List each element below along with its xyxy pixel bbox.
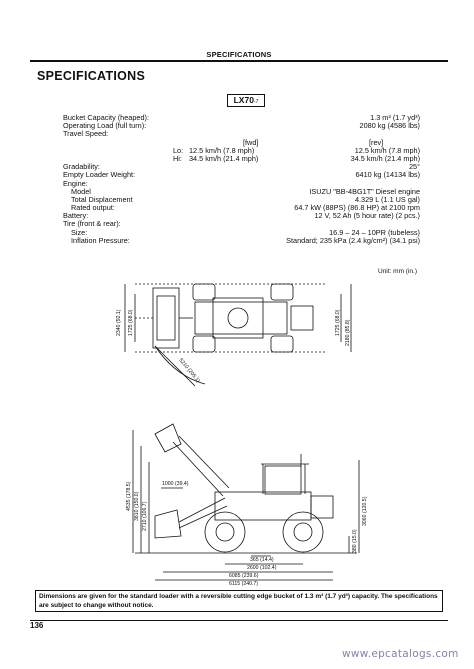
model-name: LX70 bbox=[233, 95, 254, 105]
dim-turning-radius: 5210 (205.1) bbox=[177, 357, 201, 384]
header-rule bbox=[30, 60, 448, 62]
spec-value: 4.329 L (1.1 US gal) bbox=[354, 194, 420, 204]
fwd-header: [fwd] bbox=[243, 137, 259, 147]
spec-label: Rated output: bbox=[71, 203, 115, 213]
hi-rev-value: 34.5 km/h (21.4 mph) bbox=[350, 153, 420, 163]
spec-value: 6410 kg (14134 lbs) bbox=[355, 170, 420, 180]
spec-row-operating-load bbox=[63, 122, 420, 130]
dim-dump-clearance: 2710 (106.7) bbox=[142, 501, 148, 531]
watermark: www.epcatalogs.com bbox=[342, 648, 459, 660]
dim-length-no-bucket: 6085 (239.6) bbox=[229, 573, 259, 579]
dimension-labels bbox=[116, 309, 368, 586]
footer-rule bbox=[30, 620, 448, 621]
dimensions-note: Dimensions are given for the standard loader with a reversible cutting edge bucket of 1.3 m³ (1.7 yd³) capacity. The specifications are subject to change without notice. bbox=[35, 590, 443, 612]
spec-value: 25° bbox=[408, 162, 420, 172]
page-header: SPECIFICATIONS bbox=[206, 50, 272, 59]
hi-label: Hi: bbox=[173, 153, 182, 163]
spec-label: Travel Speed: bbox=[63, 129, 109, 139]
lo-rev-value: 12.5 km/h (7.8 mph) bbox=[354, 145, 420, 155]
lo-fwd-value: 12.5 km/h (7.8 mph) bbox=[189, 145, 255, 155]
page-number: 136 bbox=[30, 621, 44, 630]
dim-ground-clearance: 380 (15.0) bbox=[352, 529, 358, 553]
dim-overall-length: 6115 (240.7) bbox=[229, 581, 259, 586]
spec-value: 12 V, 52 Ah (5 hour rate) (2 pcs.) bbox=[314, 211, 420, 221]
model-suffix: -7 bbox=[253, 99, 259, 105]
loader-dimension-drawing bbox=[95, 266, 425, 586]
spec-row-travel-hi bbox=[63, 155, 420, 163]
spec-label: Inflation Pressure: bbox=[71, 235, 130, 245]
side-view bbox=[133, 424, 359, 580]
spec-label: Empty Loader Weight: bbox=[63, 170, 136, 180]
spec-row-tire-pressure bbox=[63, 237, 420, 245]
page-title: SPECIFICATIONS bbox=[37, 69, 146, 83]
spec-value: 1.3 m³ (1.7 yd³) bbox=[370, 113, 420, 122]
spec-label: Engine: bbox=[63, 178, 88, 188]
spec-label: Size: bbox=[71, 227, 88, 237]
dim-rear-overhang: 365 (14.4) bbox=[250, 557, 274, 563]
spec-label: Tire (front & rear): bbox=[63, 219, 121, 229]
spec-row-empty-weight bbox=[63, 171, 420, 179]
spec-table bbox=[63, 114, 420, 245]
dim-top-width-right-outer: 2180 (85.8) bbox=[345, 319, 351, 346]
hi-fwd-value: 34.5 km/h (21.4 mph) bbox=[189, 153, 259, 163]
unit-note: Unit: mm (in.) bbox=[378, 268, 417, 275]
dim-dump-reach: 1000 (39.4) bbox=[162, 481, 189, 487]
dim-top-width-left-outer: 2340 (92.1) bbox=[116, 309, 122, 336]
spec-value: 2080 kg (4586 lbs) bbox=[359, 121, 420, 131]
rev-header: [rev] bbox=[369, 137, 384, 147]
dim-top-width-left-inner: 1725 (68.0) bbox=[128, 309, 134, 336]
spec-value: Standard; 235 kPa (2.4 kg/cm²) (34.1 psi) bbox=[286, 235, 420, 245]
spec-label: Gradability: bbox=[63, 162, 100, 172]
spec-value: ISUZU "BB-4BG1T" Diesel engine bbox=[309, 186, 420, 196]
top-view bbox=[125, 284, 351, 386]
model-label bbox=[227, 94, 265, 107]
spec-label: Bucket Capacity (heaped): bbox=[63, 113, 149, 122]
dim-overall-height: 3060 (120.5) bbox=[362, 496, 368, 526]
spec-row-travel-speed bbox=[63, 130, 420, 138]
lo-label: Lo: bbox=[173, 145, 184, 155]
spec-label: Battery: bbox=[63, 211, 89, 221]
spec-label: Total Displacement bbox=[71, 194, 133, 204]
dim-top-width-right-inner: 1725 (68.0) bbox=[335, 309, 341, 336]
dim-wheelbase: 2600 (102.4) bbox=[247, 565, 277, 571]
spec-value: 64.7 kW (88PS) (86.8 HP) at 2100 rpm bbox=[294, 203, 420, 213]
spec-label: Operating Load (full turn): bbox=[63, 121, 147, 131]
spec-value: 16.9 – 24 – 10PR (tubeless) bbox=[329, 227, 420, 237]
dim-hinge-height: 3810 (150.0) bbox=[134, 491, 140, 521]
dim-max-hinge-height: 4535 (178.5) bbox=[126, 481, 132, 511]
spec-label: Model bbox=[71, 186, 91, 196]
